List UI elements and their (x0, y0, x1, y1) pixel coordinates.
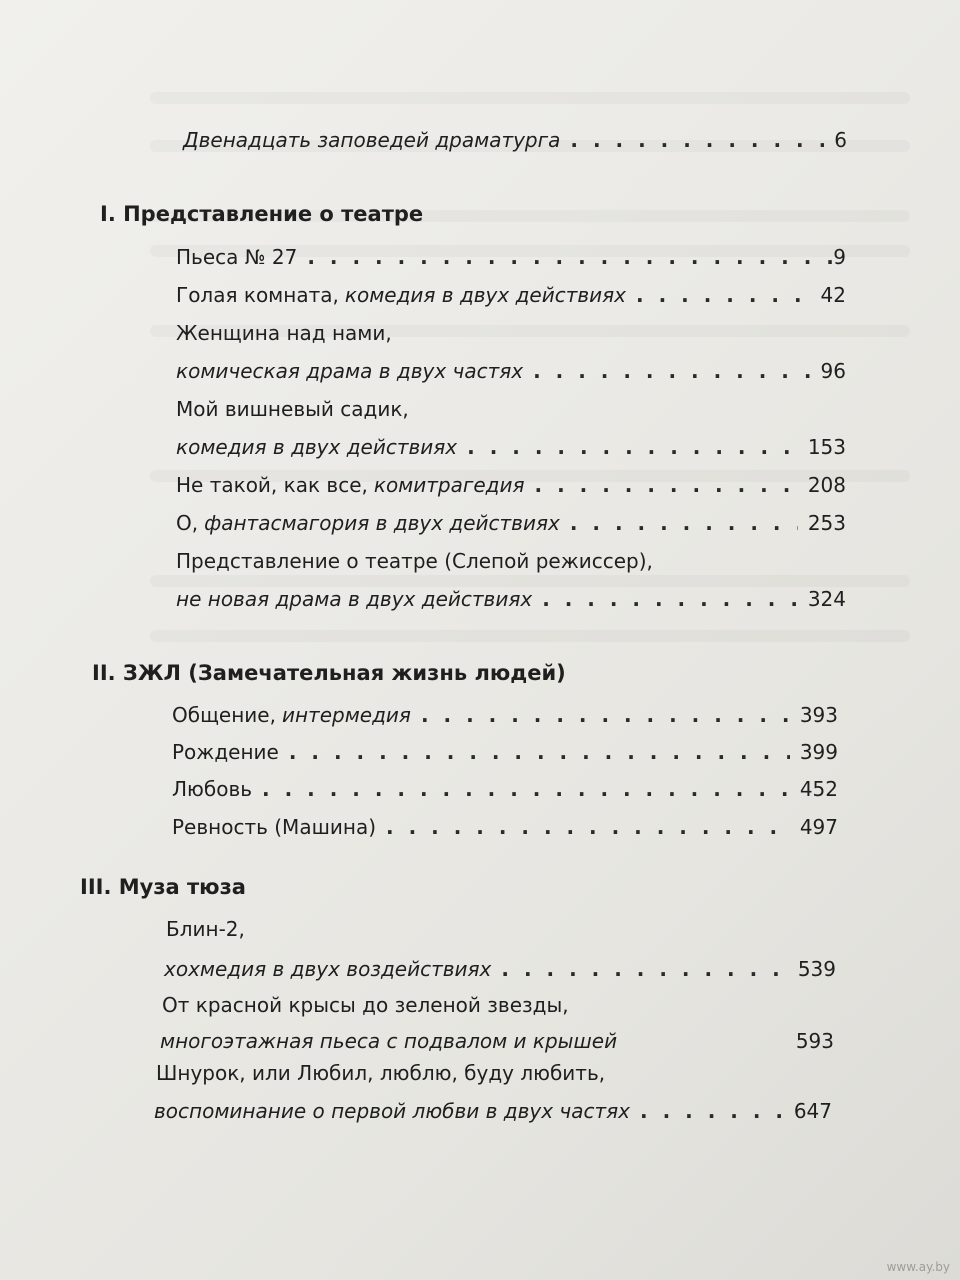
toc-entry-subtitle: фантасмагория в двух действиях (204, 511, 560, 535)
section-title: III. Муза тюза (80, 875, 246, 899)
toc-page-number: 42 (820, 283, 846, 307)
dot-leader (533, 359, 810, 383)
toc-entry-title: Общение, (172, 703, 276, 727)
section-title: II. ЗЖЛ (Замечательная жизнь людей) (92, 661, 566, 685)
dot-leader (501, 957, 787, 981)
toc-entry-title: Шнурок, или Любил, люблю, буду любить, (156, 1061, 606, 1085)
toc-entry (164, 957, 836, 981)
dot-leader (636, 283, 811, 307)
toc-entry (160, 1029, 834, 1053)
toc-page-number: 399 (799, 740, 838, 764)
toc-page-number: 208 (807, 473, 846, 497)
dot-leader (535, 473, 798, 497)
toc-entry-title: От красной крысы до зеленой звезды, (162, 993, 569, 1017)
dot-leader (570, 128, 824, 152)
toc-entry-title: Пьеса № 27 (176, 245, 298, 269)
toc-entry (176, 435, 846, 459)
toc-page-number: 6 (834, 128, 847, 152)
toc-entry-title: Любовь (172, 777, 253, 801)
toc-entry (176, 283, 846, 307)
toc-page-number: 9 (833, 245, 846, 269)
dot-leader (262, 777, 790, 801)
dot-leader (289, 740, 790, 764)
show-through-line (150, 575, 910, 587)
dot-leader (640, 1099, 784, 1123)
toc-entry (172, 703, 838, 727)
section-title: I. Представление о театре (100, 202, 424, 226)
toc-page-number: 153 (807, 435, 846, 459)
toc-entry-subtitle: комедия в двух действиях (176, 435, 458, 459)
dot-leader (542, 587, 798, 611)
toc-page-number: 253 (807, 511, 846, 535)
toc-page-number: 452 (799, 777, 838, 801)
toc-page-number: 593 (795, 1029, 834, 1053)
toc-entry-title: Мой вишневый садик, (176, 397, 409, 421)
dot-leader (467, 435, 798, 459)
toc-entry-subtitle: хохмедия в двух воздействиях (164, 957, 492, 981)
toc-page-number: 393 (799, 703, 838, 727)
toc-entry-title: Двенадцать заповедей драматурга (183, 128, 561, 152)
dot-leader (421, 703, 790, 727)
show-through-line (150, 92, 910, 104)
show-through-line (150, 630, 910, 642)
toc-page-number: 539 (797, 957, 836, 981)
toc-entry-title: О, (176, 511, 199, 535)
toc-entry (154, 1099, 832, 1123)
toc-entry (176, 473, 846, 497)
toc-entry-subtitle: воспоминание о первой любви в двух частях (154, 1099, 631, 1123)
toc-entry (176, 511, 846, 535)
dot-leader (570, 511, 798, 535)
toc-entry-page-holder (176, 245, 846, 269)
toc-entry-title: Не такой, как все, (176, 473, 368, 497)
toc-entry-intro (183, 128, 847, 152)
toc-entry-subtitle: многоэтажная пьеса с подвалом и крышей (160, 1029, 618, 1053)
toc-entry-subtitle: комическая драма в двух частях (176, 359, 524, 383)
dot-leader (386, 815, 790, 839)
toc-entry-subtitle: интермедия (281, 703, 411, 727)
toc-entry-title: Ревность (Машина) (172, 815, 377, 839)
toc-entry-title: Голая комната, (176, 283, 339, 307)
toc-entry (172, 815, 838, 839)
toc-entry (172, 777, 838, 801)
toc-entry-subtitle: не новая драма в двух действиях (176, 587, 533, 611)
toc-page-number: 647 (793, 1099, 832, 1123)
toc-entry-subtitle: комедия в двух действиях (344, 283, 627, 307)
toc-entry-title: Блин-2, (166, 917, 245, 941)
toc-entry (176, 359, 846, 383)
toc-entry (172, 740, 838, 764)
toc-page-number: 497 (799, 815, 838, 839)
toc-entry-subtitle: комитрагедия (373, 473, 525, 497)
watermark: www.ay.by (886, 1260, 950, 1274)
toc-entry-title: Женщина над нами, (176, 321, 392, 345)
toc-page-number: 96 (820, 359, 846, 383)
toc-entry-title: Рождение (172, 740, 279, 764)
toc-page-number: 324 (807, 587, 846, 611)
toc-entry (176, 587, 846, 611)
toc-entry-title: Представление о театре (Слепой режиссер), (176, 549, 653, 573)
